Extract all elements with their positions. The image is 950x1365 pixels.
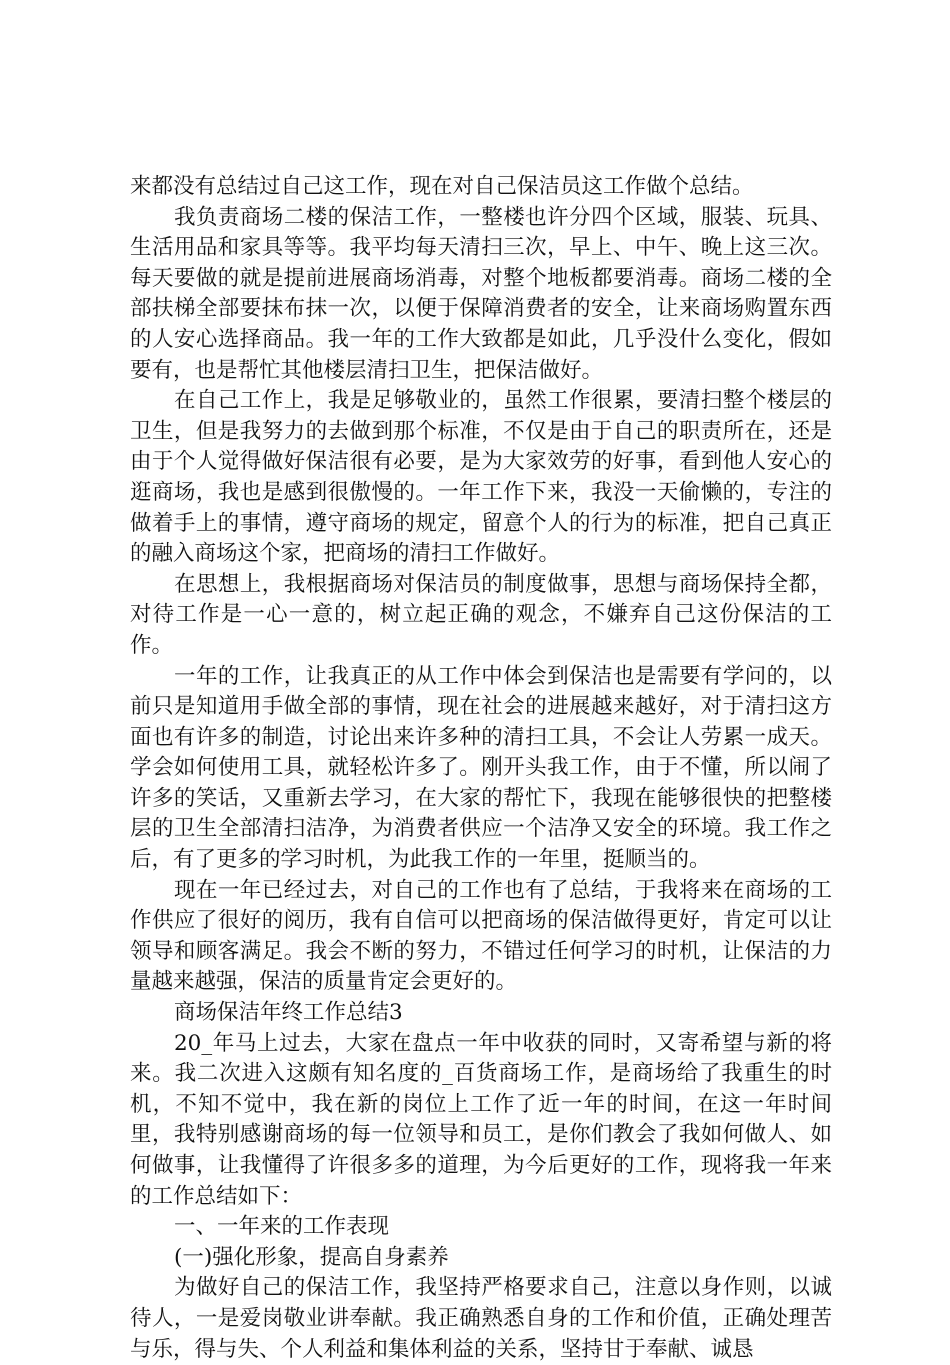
section-heading: 商场保洁年终工作总结3 xyxy=(174,1000,403,1026)
paragraph-3: 在自己工作上，我是足够敬业的，虽然工作很累，要清扫整个楼层的卫生，但是我努力的去做到那个标准，不仅是由于自己的职责所在，还是由于个人觉得做好保洁很有必要，是为大家效劳的好事，看到他人安心的逛商场，我也是感到很傲慢的。一年工作下来，我没一天偷懒的，专注的做着手上的事情，遵守商场的规定，留意个人的行为的标准，把自己真正的融入商场这个家，把商场的清扫工作做好。 xyxy=(130,388,832,567)
subheading-2: (一)强化形象，提高自身素养 xyxy=(174,1244,449,1270)
paragraph-4: 在思想上，我根据商场对保洁员的制度做事，思想与商场保持全都，对待工作是一心一意的，树立起正确的观念，不嫌弃自己这份保洁的工作。 xyxy=(130,571,832,658)
paragraph-8: 为做好自己的保洁工作，我坚持严格要求自己，注意以身作则，以诚待人，一是爱岗敬业讲奉献。我正确熟悉自身的工作和价值，正确处理苦与乐，得与失、个人利益和集体利益的关系，坚持甘于奉献、诚恳 xyxy=(130,1275,832,1362)
paragraph-5: 一年的工作，让我真正的从工作中体会到保洁也是需要有学问的，以前只是知道用手做全部的事情，现在社会的进展越来越好，对于清扫这方面也有许多的制造，讨论出来许多种的清扫工具，不会让人劳累一成天。学会如何使用工具，就轻松许多了。刚开头我工作，由于不懂，所以闹了许多的笑话，又重新去学习，在大家的帮忙下，我现在能够很快的把整楼层的卫生全部清扫洁净，为消费者供应一个洁净又安全的环境。我工作之后，有了更多的学习时机，为此我工作的一年里，挺顺当的。 xyxy=(130,663,832,873)
paragraph-1: 来都没有总结过自己这工作，现在对自己保洁员这工作做个总结。 xyxy=(130,174,754,199)
paragraph-2: 我负责商场二楼的保洁工作，一整楼也许分四个区域，服装、玩具、生活用品和家具等等。我平均每天清扫三次，早上、中午、晚上这三次。每天要做的就是提前进展商场消毒，对整个地板都要消毒。商场二楼的全部扶梯全部要抹布抹一次，以便于保障消费者的安全，让来商场购置东西的人安心选择商品。我一年的工作大致都是如此，几乎没什么变化，假如要有，也是帮忙其他楼层清扫卫生，把保洁做好。 xyxy=(130,204,832,383)
paragraph-7: 20_年马上过去，大家在盘点一年中收获的同时，又寄希望与新的将来。我二次进入这颇有知名度的_百货商场工作，是商场给了我重生的时机，不知不觉中，我在新的岗位上工作了近一年的时间，在这一年时间里，我特别感谢商场的每一位领导和员工，是你们教会了我如何做人、如何做事，让我懂得了许很多多的道理，为今后更好的工作，现将我一年来的工作总结如下： xyxy=(130,1030,832,1209)
paragraph-6: 现在一年已经过去，对自己的工作也有了总结，于我将来在商场的工作供应了很好的阅历，我有自信可以把商场的保洁做得更好，肯定可以让领导和顾客满足。我会不断的努力，不错过任何学习的时机，让保洁的力量越来越强，保洁的质量肯定会更好的。 xyxy=(130,877,832,995)
document-body xyxy=(130,172,832,1365)
subheading-1: 一、一年来的工作表现 xyxy=(174,1214,390,1240)
